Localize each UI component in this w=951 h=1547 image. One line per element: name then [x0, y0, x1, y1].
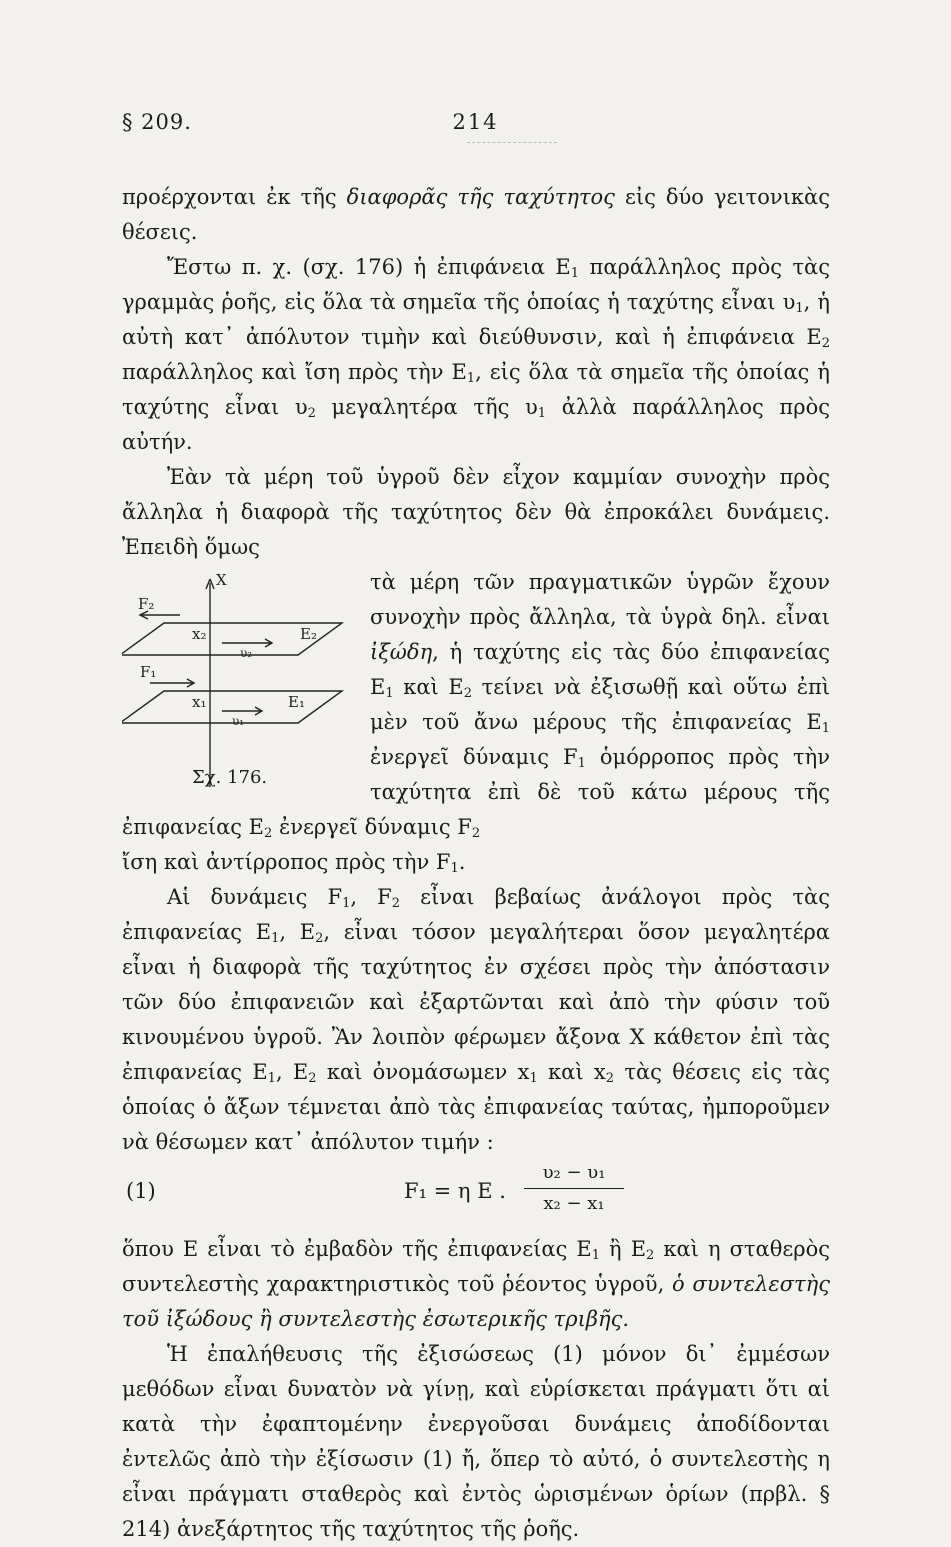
label-e2: E₂ [300, 625, 317, 643]
label-x2: x₂ [192, 625, 207, 643]
fraction-numerator: υ₂ − υ₁ [542, 1162, 606, 1183]
label-v1: υ₁ [232, 714, 245, 728]
fraction-bar [524, 1188, 624, 1189]
equation-lhs: F₁ = η E . [404, 1179, 506, 1203]
equation-fraction [524, 1160, 624, 1217]
paragraph-after-figure: ἴση καὶ ἀντίρροπος πρὸς τὴν $F_1$. [122, 850, 466, 876]
label-f2: F₂ [138, 595, 155, 613]
paragraph-beside-figure: τὰ μέρη τῶν πραγματικῶν ὑγρῶν ἔχουν συνοχὴν πρὸς ἄλληλα, τὰ ὑγρὰ δηλ. εἶναι ἰξώδη, ἡ ταχύτης εἰς τὰς δύο ἐπιφανείας $E_1$ καὶ $E_2$ τείνει νὰ ἐξισωθῇ καὶ οὕτω ἐπὶ μὲν τοῦ ἄνω μέρους τῆς ἐπιφανείας $E_1$ ἐνεργεῖ δύναμις $F_1$ ὁμόρροπος πρὸς τὴν ταχύτητα ἐπὶ δὲ τοῦ κάτω μέρους τῆς ἐπιφανείας $E_2$ ἐνεργεῖ δύναμις $F_2$ [122, 570, 830, 841]
axis-label-x: X [216, 571, 227, 589]
paragraph: Ἐὰν τὰ μέρη τοῦ ὑγροῦ δὲν εἶχον καμμίαν συνοχὴν πρὸς ἄλληλα ἡ διαφορὰ τῆς ταχύτητος δὲν θὰ ἐπροκάλει δυνάμεις. Ἐπειδὴ ὅμως [122, 465, 830, 559]
figure-wrap [122, 565, 830, 845]
paragraph-continuation: προέρχονται ἐκ τῆς διαφορᾶς τῆς ταχύτητος εἰς δύο γειτονικὰς θέσεις. [122, 185, 830, 244]
section-reference: § 209. [122, 110, 192, 134]
page-header [122, 110, 829, 150]
figure-176 [122, 565, 362, 810]
fraction-denominator: x₂ − x₁ [543, 1193, 605, 1214]
label-f1: F₁ [140, 663, 157, 681]
page-number: 214 [452, 110, 499, 134]
italic-phrase: διαφορᾶς τῆς ταχύτητος [346, 185, 615, 209]
body-text [122, 180, 830, 1547]
page-number-rule [467, 142, 557, 143]
paragraph: Ἔστω π. χ. (σχ. 176) ἡ ἐπιφάνεια $E_1$ παράλληλος πρὸς τὰς γραμμὰς ῥοῆς, εἰς ὅλα τὰ σημεῖα τῆς ὁποίας ἡ ταχύτης εἶναι $\upsilon_1$, ἡ αὐτὴ κατ᾽ ἀπόλυτον τιμὴν καὶ διεύθυνσιν, καὶ ἡ ἐπιφάνεια $E_2$ παράλληλος καὶ ἴση πρὸς τὴν $E_1$, εἰς ὅλα τὰ σημεῖα τῆς ὁποίας ἡ ταχύτης εἶναι $\upsilon_2$ μεγαλητέρα τῆς $\upsilon_1$ ἀλλὰ παράλληλος πρὸς αὐτήν. [122, 255, 831, 454]
italic-phrase: ὁ συντελεστὴς τοῦ ἰξώδους ἢ συντελεστὴς ἐσωτερικῆς τριβῆς. [122, 1272, 830, 1331]
paragraph: Αἱ δυνάμεις $F_1$, $F_2$ εἶναι βεβαίως ἀνάλογοι πρὸς τὰς ἐπιφανείας $E_1$, $E_2$, εἶναι τόσον μεγαλήτεραι ὅσον μεγαλητέρα εἶναι ἡ διαφορὰ τῆς ταχύτητος ἐν σχέσει πρὸς τὴν ἀπόστασιν τῶν δύο ἐπιφανειῶν καὶ ἐξαρτῶνται καὶ ἀπὸ τὴν φύσιν τοῦ κινουμένου ὑγροῦ. Ἂν λοιπὸν φέρωμεν ἄξονα X κάθετον ἐπὶ τὰς ἐπιφανείας $E_1$, $E_2$ καὶ ὀνομάσωμεν $x_1$ καὶ $x_2$ τὰς θέσεις εἰς τὰς ὁποίας ὁ ἄξων τέμνεται ἀπὸ τὰς ἐπιφανείας ταύτας, ἠμποροῦμεν νὰ θέσωμεν κατ᾽ ἀπόλυτον τιμήν : [122, 885, 831, 1154]
figure-caption: Σχ. 176. [192, 767, 268, 788]
label-x1: x₁ [192, 693, 207, 711]
label-v2: υ₂ [240, 646, 253, 660]
paragraph-after-equation: ὅπου E εἶναι τὸ ἐμβαδὸν τῆς ἐπιφανείας $E_1$ ἢ $E_2$ καὶ η σταθερὸς συντελεστὴς χαρακτηριστικὸς τοῦ ῥέοντος ὑγροῦ, ὁ συντελεστὴς τοῦ ἰξώδους ἢ συντελεστὴς ἐσωτερικῆς τριβῆς. [122, 1237, 831, 1331]
equation-1 [122, 1160, 830, 1232]
italic-phrase: ἰξώδη [370, 640, 433, 664]
label-e1: E₁ [288, 693, 305, 711]
paragraph: Ἡ ἐπαλήθευσις τῆς ἐξισώσεως (1) μόνον δι᾽ ἐμμέσων μεθόδων εἶναι δυνατὸν νὰ γίνῃ, καὶ εὑρίσκεται πράγματι ὅτι αἱ κατὰ τὴν ἐφαπτομένην ἐνεργοῦσαι δυνάμεις ἀποδίδονται ἐντελῶς ἀπὸ τὴν ἐξίσωσιν (1) ἤ, ὅπερ τὸ αὐτό, ὁ συντελεστὴς η εἶναι πράγματι σταθερὸς καὶ ἐντὸς ὡρισμένων ὁρίων (πρβλ. § 214) ἀνεξάρτητος τῆς ταχύτητος τῆς ῥοῆς. [122, 1342, 830, 1541]
equation-number: (1) [126, 1179, 156, 1203]
